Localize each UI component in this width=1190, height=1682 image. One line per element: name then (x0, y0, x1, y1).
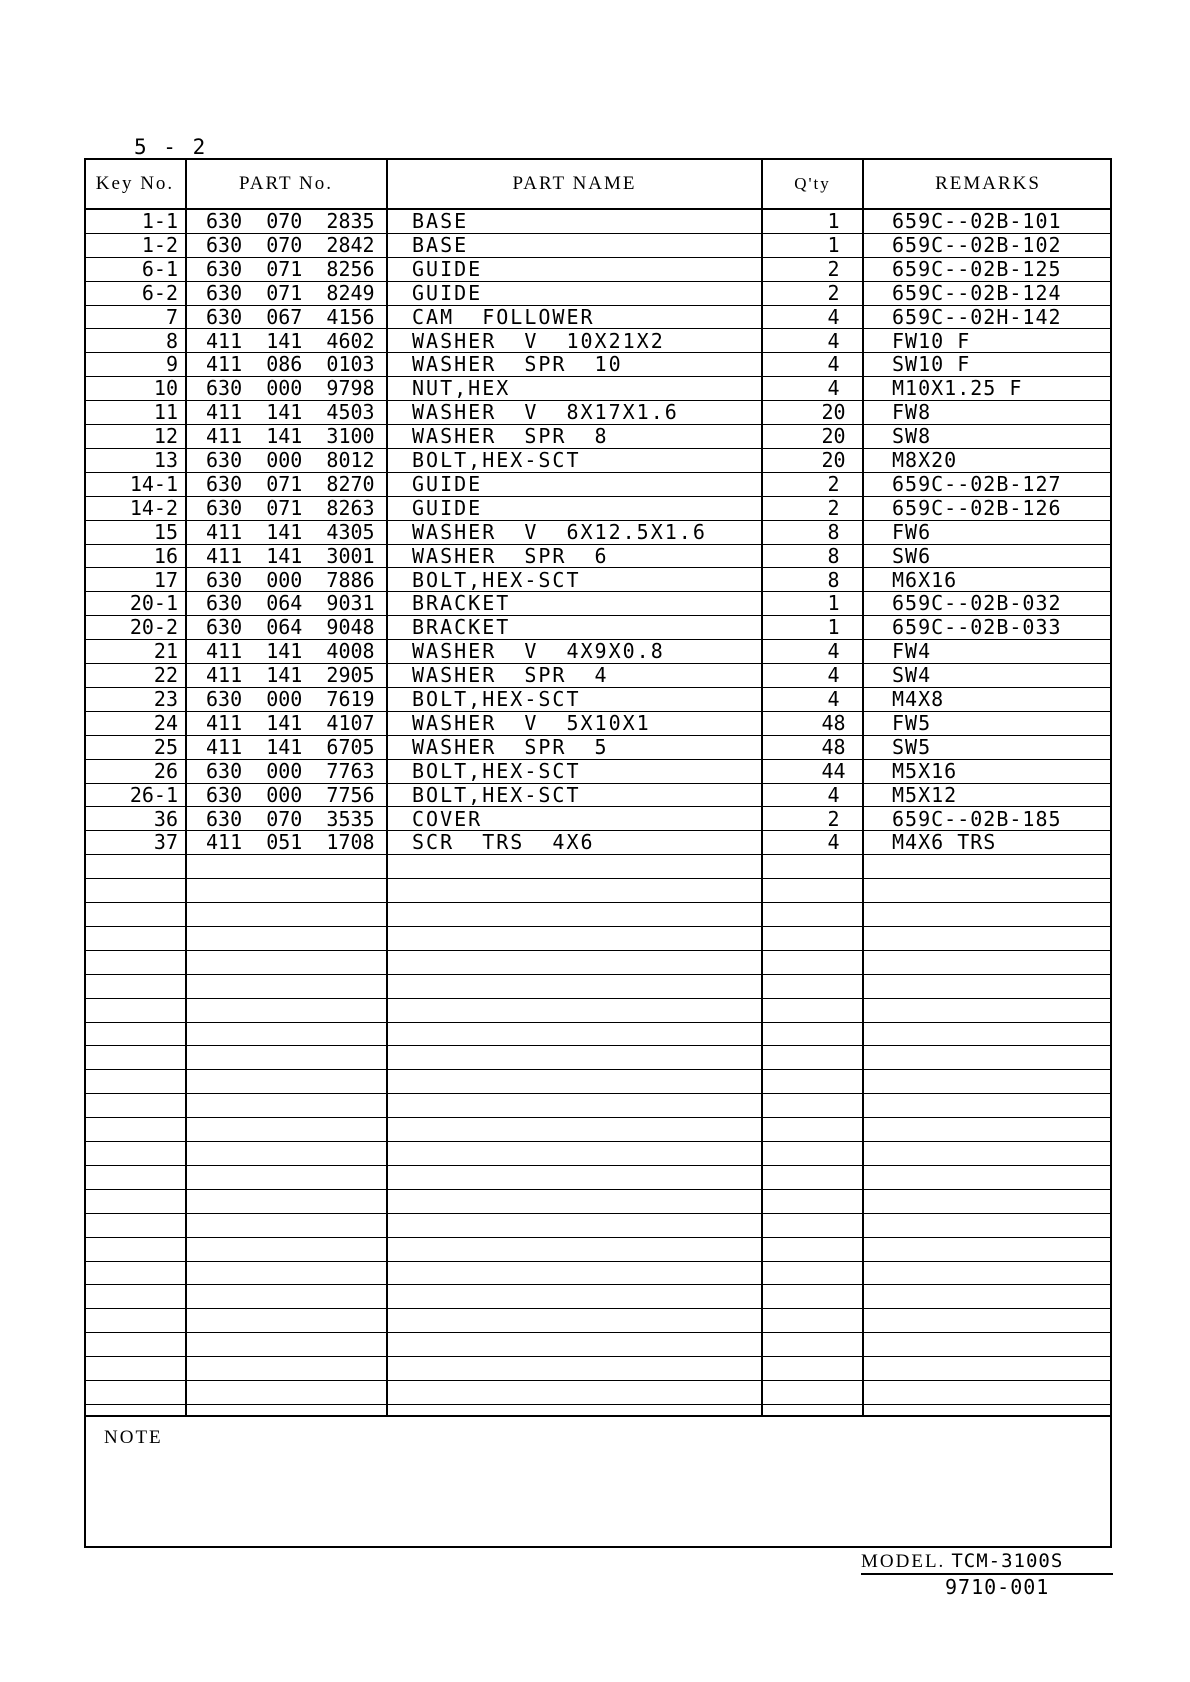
table-row (86, 449, 1110, 473)
key-no-cell: 26 (153, 758, 178, 783)
key-no-cell: 16 (153, 543, 178, 568)
part-no-cell: 411 141 4008 (206, 639, 375, 664)
part-name-cell: NUT,HEX (412, 376, 511, 401)
qty-cell: 4 (827, 304, 840, 329)
empty-table-row (86, 1094, 1110, 1118)
part-no-cell: 411 141 4107 (206, 710, 375, 735)
part-no-cell: 630 070 2842 (206, 232, 375, 257)
table-row (86, 473, 1110, 497)
remarks-cell: M4X8 (892, 687, 945, 711)
empty-table-row (86, 999, 1110, 1023)
qty-cell: 4 (827, 782, 840, 807)
part-name-cell: WASHER SPR 4 (412, 663, 609, 688)
remarks-cell: SW4 (892, 663, 932, 688)
part-name-cell: BASE (412, 209, 469, 233)
note-label: NOTE (104, 1427, 163, 1448)
empty-table-row (86, 1286, 1110, 1310)
remarks-cell: 659C--02B-033 (892, 615, 1062, 640)
empty-table-row (86, 1166, 1110, 1190)
table-row (86, 210, 1110, 234)
part-name-cell: BOLT,HEX-SCT (412, 567, 581, 592)
key-no-cell: 24 (153, 710, 178, 735)
empty-table-row (86, 927, 1110, 951)
part-no-cell: 630 071 8249 (206, 280, 375, 305)
part-no-cell: 630 071 8270 (206, 471, 375, 496)
remarks-cell: FW10 F (892, 328, 971, 353)
key-no-cell: 11 (153, 400, 178, 425)
table-row (86, 497, 1110, 521)
part-name-cell: WASHER SPR 5 (412, 734, 609, 759)
qty-cell: 1 (827, 209, 840, 233)
part-no-cell: 411 141 4602 (206, 328, 375, 353)
part-no-cell: 411 141 4305 (206, 519, 375, 544)
part-no-cell: 630 000 7763 (206, 758, 375, 783)
key-no-cell: 36 (153, 806, 178, 831)
key-no-cell: 7 (165, 304, 178, 329)
header-key-no: Key No. (95, 173, 175, 194)
model-label: MODEL. (861, 1551, 946, 1572)
qty-cell: 2 (827, 495, 840, 520)
qty-cell: 8 (827, 543, 840, 568)
key-no-cell: 25 (153, 734, 178, 759)
qty-cell: 1 (827, 615, 840, 640)
qty-cell: 44 (821, 758, 846, 783)
part-name-cell: WASHER V 10X21X2 (412, 328, 665, 353)
key-no-cell: 8 (165, 328, 178, 353)
part-no-cell: 630 071 8256 (206, 256, 375, 281)
qty-cell: 2 (827, 280, 840, 305)
table-row (86, 640, 1110, 664)
header-part-name: PART NAME (512, 173, 637, 194)
part-no-cell: 411 141 2905 (206, 663, 375, 688)
table-row (86, 664, 1110, 688)
part-name-cell: WASHER V 8X17X1.6 (412, 400, 679, 425)
qty-cell: 48 (821, 710, 846, 735)
qty-cell: 4 (827, 328, 840, 353)
remarks-cell: 659C--02B-032 (892, 591, 1062, 616)
empty-table-row (86, 975, 1110, 999)
qty-cell: 48 (821, 734, 846, 759)
part-name-cell: BOLT,HEX-SCT (412, 448, 581, 472)
column-divider (761, 160, 763, 1415)
part-name-cell: GUIDE (412, 256, 483, 281)
qty-cell: 4 (827, 376, 840, 401)
remarks-cell: FW5 (892, 710, 932, 735)
table-row (86, 258, 1110, 282)
note-section (86, 1415, 1110, 1548)
key-no-cell: 6-2 (141, 280, 178, 305)
parts-list-table (84, 158, 1112, 1548)
table-row (86, 736, 1110, 760)
remarks-cell: M4X6 TRS (892, 830, 997, 855)
part-no-cell: 411 141 3100 (206, 424, 375, 449)
qty-cell: 2 (827, 806, 840, 831)
table-row (86, 760, 1110, 784)
qty-cell: 4 (827, 687, 840, 711)
remarks-cell: 659C--02B-102 (892, 232, 1062, 257)
key-no-cell: 20-1 (129, 591, 178, 616)
table-row (86, 377, 1110, 401)
table-row (86, 306, 1110, 330)
table-row (86, 545, 1110, 569)
remarks-cell: 659C--02B-127 (892, 471, 1062, 496)
key-no-cell: 10 (153, 376, 178, 401)
key-no-cell: 22 (153, 663, 178, 688)
key-no-cell: 9 (165, 352, 178, 377)
remarks-cell: M8X20 (892, 448, 958, 472)
empty-table-row (86, 903, 1110, 927)
table-row (86, 330, 1110, 354)
empty-table-row (86, 1190, 1110, 1214)
part-name-cell: BOLT,HEX-SCT (412, 782, 581, 807)
document-number: 9710-001 (945, 1575, 1050, 1599)
key-no-cell: 14-1 (129, 471, 178, 496)
part-name-cell: GUIDE (412, 280, 483, 305)
table-row (86, 688, 1110, 712)
table-row (86, 569, 1110, 593)
empty-table-row (86, 1047, 1110, 1071)
part-no-cell: 630 070 2835 (206, 209, 375, 233)
qty-cell: 8 (827, 567, 840, 592)
part-name-cell: GUIDE (412, 471, 483, 496)
part-name-cell: WASHER V 5X10X1 (412, 710, 651, 735)
part-name-cell: WASHER SPR 8 (412, 424, 609, 449)
qty-cell: 8 (827, 519, 840, 544)
empty-table-row (86, 951, 1110, 975)
remarks-cell: M6X16 (892, 567, 958, 592)
empty-table-row (86, 1357, 1110, 1381)
remarks-cell: 659C--02B-126 (892, 495, 1062, 520)
part-name-cell: CAM FOLLOWER (412, 304, 595, 329)
remarks-cell: 659C--02B-101 (892, 209, 1062, 233)
remarks-cell: M5X16 (892, 758, 958, 783)
column-divider (862, 160, 864, 1415)
remarks-cell: 659C--02H-142 (892, 304, 1062, 329)
part-name-cell: WASHER SPR 10 (412, 352, 623, 377)
qty-cell: 20 (821, 448, 846, 472)
remarks-cell: FW6 (892, 519, 932, 544)
key-no-cell: 14-2 (129, 495, 178, 520)
part-no-cell: 411 141 4503 (206, 400, 375, 425)
key-no-cell: 13 (153, 448, 178, 472)
header-remarks: REMARKS (935, 173, 1041, 194)
key-no-cell: 37 (153, 830, 178, 855)
part-name-cell: BOLT,HEX-SCT (412, 687, 581, 711)
key-no-cell: 1-1 (141, 209, 178, 233)
part-no-cell: 630 000 7756 (206, 782, 375, 807)
qty-cell: 20 (821, 400, 846, 425)
part-no-cell: 630 067 4156 (206, 304, 375, 329)
table-row (86, 521, 1110, 545)
table-row (86, 425, 1110, 449)
remarks-cell: FW4 (892, 639, 932, 664)
empty-table-row (86, 1309, 1110, 1333)
table-row (86, 616, 1110, 640)
qty-cell: 1 (827, 591, 840, 616)
key-no-cell: 17 (153, 567, 178, 592)
header-qty: Q'ty (794, 174, 831, 193)
remarks-cell: SW10 F (892, 352, 971, 377)
table-row (86, 282, 1110, 306)
column-divider (185, 160, 187, 1415)
empty-table-row (86, 1262, 1110, 1286)
part-name-cell: BRACKET (412, 591, 511, 616)
part-name-cell: BASE (412, 232, 469, 257)
qty-cell: 4 (827, 830, 840, 855)
table-row (86, 712, 1110, 736)
empty-table-row (86, 1214, 1110, 1238)
table-row (86, 831, 1110, 855)
key-no-cell: 1-2 (141, 232, 178, 257)
remarks-cell: 659C--02B-125 (892, 256, 1062, 281)
part-name-cell: WASHER V 4X9X0.8 (412, 639, 665, 664)
part-no-cell: 630 070 3535 (206, 806, 375, 831)
empty-table-row (86, 1238, 1110, 1262)
part-no-cell: 630 000 7886 (206, 567, 375, 592)
table-row (86, 234, 1110, 258)
page-number: 5 - 2 (134, 135, 208, 159)
table-row (86, 784, 1110, 808)
table-row (86, 808, 1110, 832)
qty-cell: 1 (827, 232, 840, 257)
part-no-cell: 630 064 9048 (206, 615, 375, 640)
part-no-cell: 630 000 9798 (206, 376, 375, 401)
key-no-cell: 15 (153, 519, 178, 544)
part-name-cell: SCR TRS 4X6 (412, 830, 595, 855)
part-name-cell: WASHER V 6X12.5X1.6 (412, 519, 707, 544)
part-no-cell: 630 071 8263 (206, 495, 375, 520)
part-no-cell: 630 064 9031 (206, 591, 375, 616)
qty-cell: 4 (827, 663, 840, 688)
remarks-cell: M10X1.25 F (892, 376, 1023, 401)
remarks-cell: SW5 (892, 734, 932, 759)
key-no-cell: 20-2 (129, 615, 178, 640)
part-name-cell: COVER (412, 806, 483, 831)
remarks-cell: SW8 (892, 424, 932, 449)
empty-table-row (86, 1142, 1110, 1166)
part-no-cell: 411 051 1708 (206, 830, 375, 855)
table-row (86, 592, 1110, 616)
empty-table-row (86, 879, 1110, 903)
empty-table-row (86, 1070, 1110, 1094)
key-no-cell: 6-1 (141, 256, 178, 281)
qty-cell: 2 (827, 471, 840, 496)
model-value: TCM-3100S (951, 1550, 1064, 1572)
table-header (86, 160, 1110, 210)
qty-cell: 4 (827, 352, 840, 377)
part-name-cell: WASHER SPR 6 (412, 543, 609, 568)
qty-cell: 2 (827, 256, 840, 281)
remarks-cell: SW6 (892, 543, 932, 568)
remarks-cell: M5X12 (892, 782, 958, 807)
table-row (86, 353, 1110, 377)
empty-table-row (86, 1118, 1110, 1142)
remarks-cell: 659C--02B-185 (892, 806, 1062, 831)
part-name-cell: BRACKET (412, 615, 511, 640)
remarks-cell: FW8 (892, 400, 932, 425)
column-divider (386, 160, 388, 1415)
key-no-cell: 21 (153, 639, 178, 664)
part-name-cell: GUIDE (412, 495, 483, 520)
part-no-cell: 630 000 8012 (206, 448, 375, 472)
part-name-cell: BOLT,HEX-SCT (412, 758, 581, 783)
part-no-cell: 630 000 7619 (206, 687, 375, 711)
part-no-cell: 411 086 0103 (206, 352, 375, 377)
empty-table-row (86, 1381, 1110, 1405)
key-no-cell: 12 (153, 424, 178, 449)
empty-table-row (86, 1023, 1110, 1047)
remarks-cell: 659C--02B-124 (892, 280, 1062, 305)
key-no-cell: 26-1 (129, 782, 178, 807)
part-no-cell: 411 141 3001 (206, 543, 375, 568)
empty-table-row (86, 1333, 1110, 1357)
qty-cell: 4 (827, 639, 840, 664)
table-row (86, 401, 1110, 425)
part-no-cell: 411 141 6705 (206, 734, 375, 759)
key-no-cell: 23 (153, 687, 178, 711)
model-line (861, 1550, 1113, 1575)
qty-cell: 20 (821, 424, 846, 449)
header-part-no: PART No. (238, 173, 334, 194)
empty-table-row (86, 855, 1110, 879)
